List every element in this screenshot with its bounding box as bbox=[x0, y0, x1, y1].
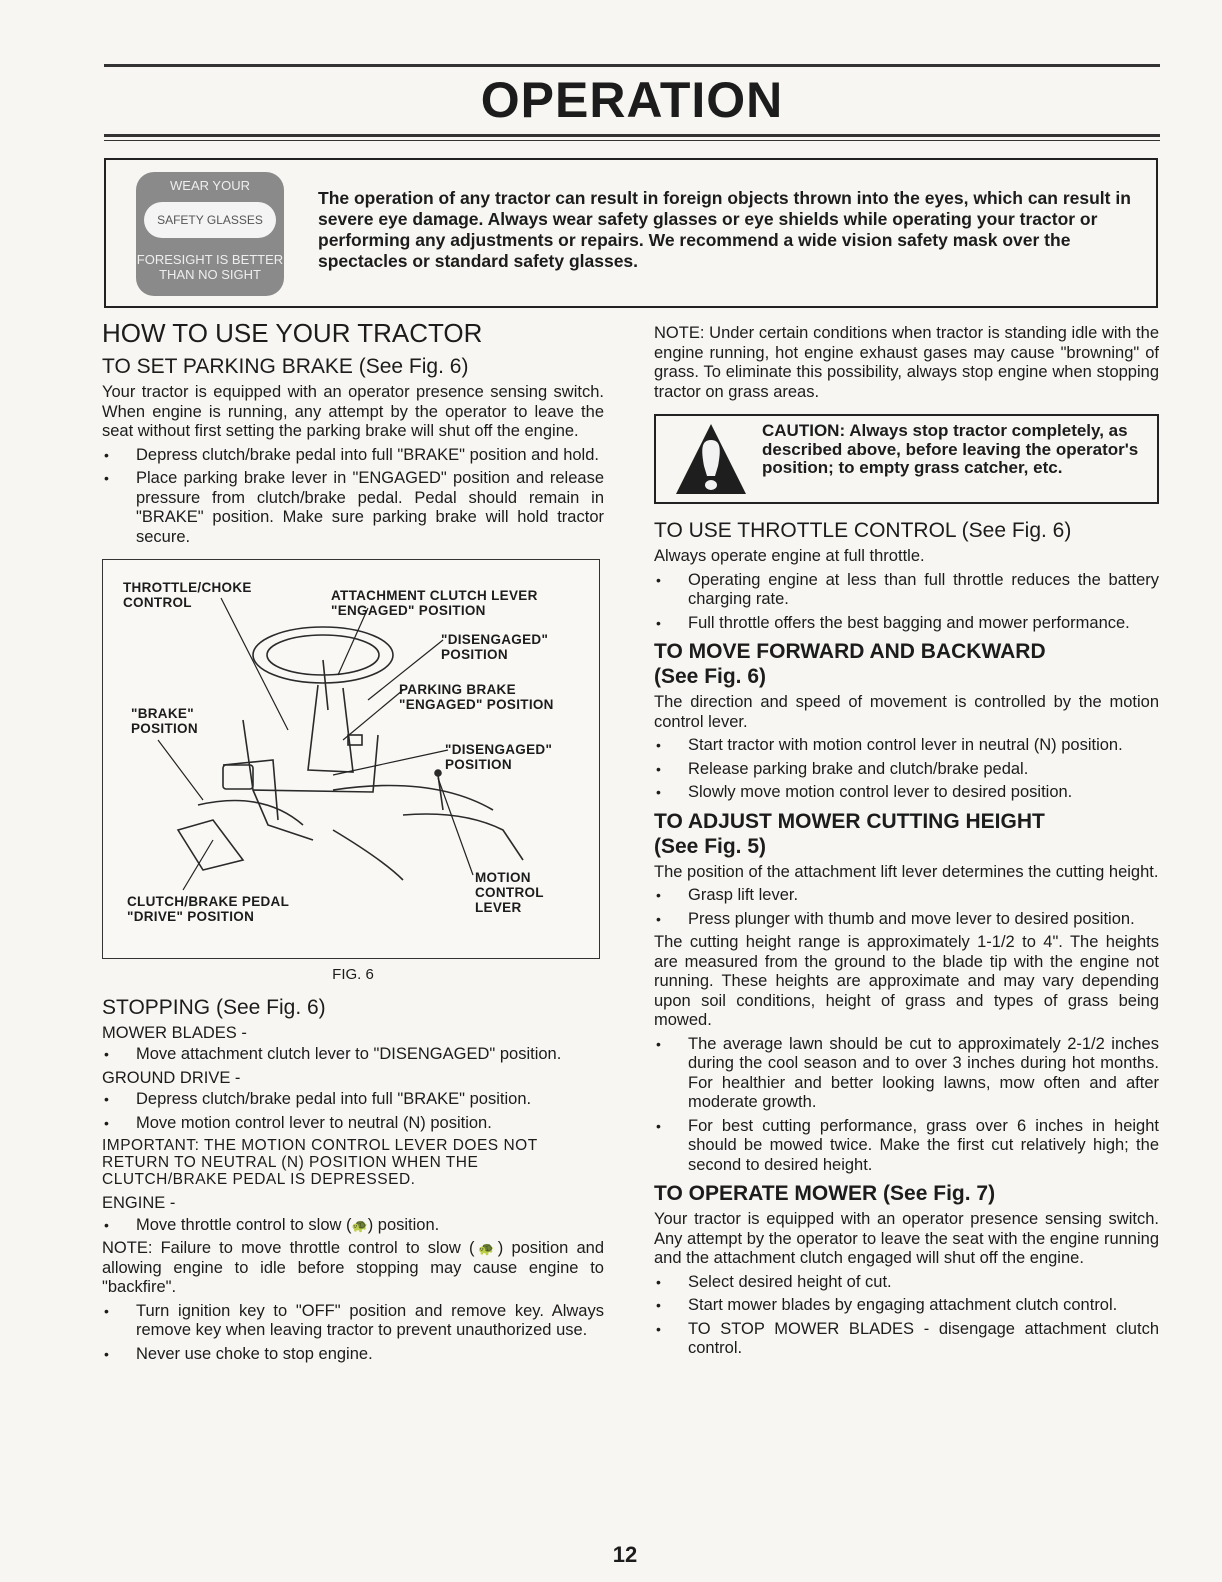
list-item: • Grasp lift lever. bbox=[654, 886, 1159, 906]
label-line: CONTROL bbox=[123, 595, 192, 610]
badge-bottom-line-2: THAN NO SIGHT bbox=[159, 267, 261, 282]
list-item: • Depress clutch/brake pedal into full "BRAKE" position. bbox=[102, 1090, 604, 1110]
list-item: • Move motion control lever to neutral (N) position. bbox=[102, 1114, 604, 1134]
safety-glasses-badge bbox=[136, 172, 284, 296]
label-line: MOTION bbox=[475, 870, 531, 885]
list-item: • Full throttle offers the best bagging and mower performance. bbox=[654, 614, 1159, 634]
throttle-intro: Always operate engine at full throttle. bbox=[654, 547, 925, 565]
label-line: ATTACHMENT CLUTCH LEVER bbox=[331, 588, 538, 603]
label-line: CONTROL bbox=[475, 885, 544, 900]
brake-position-label bbox=[131, 706, 198, 736]
parking-brake-intro: Your tractor is equipped with an operator presence sensing switch. When engine is running, any attempt by the operator to leave the seat without first setting the parking brake will shut off the engine. bbox=[102, 383, 604, 440]
badge-top-text: WEAR YOUR bbox=[170, 178, 250, 193]
label-line: POSITION bbox=[445, 757, 512, 772]
move-intro: The direction and speed of movement is controlled by the motion control lever. bbox=[654, 693, 1159, 731]
final-stop-steps bbox=[102, 1302, 604, 1365]
right-column bbox=[654, 324, 1159, 1363]
move-steps bbox=[654, 736, 1159, 803]
list-item: • For best cutting performance, grass over 6 inches in height should be mowed twice. Make the first cut relatively high; the second to desired height. bbox=[654, 1117, 1159, 1176]
title-rule bbox=[104, 134, 1160, 137]
important-note: IMPORTANT: THE MOTION CONTROL LEVER DOES NOT RETURN TO NEUTRAL (N) POSITION WHEN THE CLUTCH/BRAKE PEDAL IS DEPRESSED. bbox=[102, 1137, 538, 1188]
label-line: "DRIVE" POSITION bbox=[127, 909, 255, 924]
disengaged-lower-label bbox=[445, 742, 552, 772]
label-line: "ENGAGED" POSITION bbox=[399, 697, 554, 712]
label-line: "BRAKE" bbox=[131, 706, 194, 721]
caution-box bbox=[654, 414, 1159, 504]
parking-brake-heading: TO SET PARKING BRAKE (See Fig. 6) bbox=[102, 355, 469, 378]
label-line: PARKING BRAKE bbox=[399, 682, 516, 697]
caution-text: CAUTION: Always stop tractor completely, as described above, before leaving the operator's position; to empty grass catcher, etc. bbox=[762, 421, 1139, 477]
list-item: • Depress clutch/brake pedal into full "BRAKE" position and hold. bbox=[102, 446, 604, 466]
figure-6-caption: FIG. 6 bbox=[332, 966, 374, 983]
list-item: • Place parking brake lever in "ENGAGED" position and release pressure from clutch/brake pedal. Pedal should remain in "BRAKE" position. Make sure parking brake will hold tractor secure. bbox=[102, 469, 604, 547]
heading-line: TO MOVE FORWARD AND BACKWARD bbox=[654, 640, 1046, 663]
tortoise-icon: 🐢 bbox=[474, 1241, 498, 1256]
list-item: • Move attachment clutch lever to "DISENGAGED" position. bbox=[102, 1045, 604, 1065]
throttle-heading: TO USE THROTTLE CONTROL (See Fig. 6) bbox=[654, 519, 1072, 542]
tortoise-icon: 🐢 bbox=[351, 1217, 368, 1233]
label-line: "ENGAGED" POSITION bbox=[331, 603, 486, 618]
operate-mower-intro: Your tractor is equipped with an operator presence sensing switch. Any attempt by the operator to leave the seat with the engine running and the attachment clutch engaged will shut off the engine. bbox=[654, 1210, 1159, 1267]
motion-control-label bbox=[475, 870, 544, 915]
engine-label: ENGINE - bbox=[102, 1194, 176, 1212]
throttle-choke-label bbox=[123, 580, 252, 610]
list-item: • Slowly move motion control lever to desired position. bbox=[654, 783, 1159, 803]
stopping-heading: STOPPING (See Fig. 6) bbox=[102, 995, 326, 1019]
text-fragment: ) position. bbox=[367, 1215, 440, 1234]
exclamation-triangle-icon bbox=[674, 422, 748, 498]
label-line: THROTTLE/CHOKE bbox=[123, 580, 252, 595]
cutting-height-heading bbox=[654, 809, 1159, 859]
throttle-notes bbox=[654, 571, 1159, 634]
list-item: • Operating engine at less than full throttle reduces the battery charging rate. bbox=[654, 571, 1159, 610]
list-item: • Turn ignition key to "OFF" position and remove key. Always remove key when leaving tractor to prevent unauthorized use. bbox=[102, 1302, 604, 1341]
cutting-height-steps bbox=[654, 886, 1159, 929]
safety-glasses-warning bbox=[104, 158, 1158, 308]
list-item: • TO STOP MOWER BLADES - disengage attachment clutch control. bbox=[654, 1320, 1159, 1359]
label-line: CLUTCH/BRAKE PEDAL bbox=[127, 894, 290, 909]
engine-steps bbox=[102, 1216, 604, 1236]
warning-text: The operation of any tractor can result in foreign objects thrown into the eyes, which can result in severe eye damage. Always wear safety glasses or eye shields while operating your tractor or performing any adjustments or repairs. We recommend a wide vision safety mask over the spectacles or standard safety glasses. bbox=[318, 188, 1131, 271]
label-line: "DISENGAGED" bbox=[441, 632, 549, 647]
title-rule-thin bbox=[104, 140, 1160, 141]
list-item: • Select desired height of cut. bbox=[654, 1273, 1159, 1293]
list-item: • Start mower blades by engaging attachment clutch control. bbox=[654, 1296, 1159, 1316]
text-fragment: NOTE: Failure to move throttle control to slow ( bbox=[102, 1239, 475, 1257]
list-item: • Start tractor with motion control lever in neutral (N) position. bbox=[654, 736, 1159, 756]
ground-drive-steps bbox=[102, 1090, 604, 1133]
heading-line: (See Fig. 5) bbox=[654, 834, 767, 858]
cutting-height-tips bbox=[654, 1035, 1159, 1176]
figure-6-diagram bbox=[102, 559, 600, 959]
list-item: • The average lawn should be cut to approximately 2-1/2 inches during the cool season and to over 3 inches during hot months. For healthier and better looking lawns, mow often and after moderate growth. bbox=[654, 1035, 1159, 1113]
backfire-note bbox=[102, 1239, 604, 1298]
badge-middle-text: SAFETY GLASSES bbox=[144, 202, 276, 238]
badge-bottom-line-1: FORESIGHT IS BETTER bbox=[136, 252, 284, 267]
list-item: • Never use choke to stop engine. bbox=[102, 1345, 604, 1365]
page-number: 12 bbox=[612, 1542, 638, 1567]
label-line: "DISENGAGED" bbox=[445, 742, 553, 757]
ground-drive-label: GROUND DRIVE - bbox=[102, 1068, 241, 1087]
disengaged-upper-label bbox=[441, 632, 548, 662]
operate-mower-steps bbox=[654, 1273, 1159, 1359]
top-rule bbox=[104, 64, 1160, 67]
list-item bbox=[102, 1216, 604, 1236]
page-title: OPERATION bbox=[480, 72, 784, 128]
heading-line: (See Fig. 6) bbox=[654, 665, 767, 688]
clutch-brake-pedal-label bbox=[127, 894, 289, 924]
list-item: • Press plunger with thumb and move lever to desired position. bbox=[654, 910, 1159, 930]
browning-note: NOTE: Under certain conditions when tractor is standing idle with the engine running, hot engine exhaust gases may cause "browning" of grass. To eliminate this possibility, always stop engine when stopping tractor on grass areas. bbox=[654, 324, 1159, 401]
move-heading bbox=[654, 639, 1159, 689]
mower-blades-steps bbox=[102, 1045, 604, 1065]
list-item: • Release parking brake and clutch/brake pedal. bbox=[654, 760, 1159, 780]
attachment-clutch-label bbox=[331, 588, 538, 618]
label-line: POSITION bbox=[131, 721, 198, 736]
cutting-height-range: The cutting height range is approximately 1-1/2 to 4". The heights are measured from the ground to the blade tip with the engine not running. These heights are approximate and may vary depending upon soil conditions, height of grass and types of grass being mowed. bbox=[654, 933, 1159, 1029]
cutting-height-intro: The position of the attachment lift lever determines the cutting height. bbox=[654, 862, 1159, 881]
label-line: POSITION bbox=[441, 647, 508, 662]
text-fragment: Move throttle control to slow ( bbox=[136, 1215, 352, 1234]
heading-line: TO ADJUST MOWER CUTTING HEIGHT bbox=[654, 809, 1045, 833]
parking-brake-label bbox=[399, 682, 554, 712]
how-to-use-heading: HOW TO USE YOUR TRACTOR bbox=[102, 318, 483, 348]
parking-brake-steps bbox=[102, 446, 604, 548]
badge-bottom-text bbox=[136, 252, 284, 282]
mower-blades-label: MOWER BLADES - bbox=[102, 1023, 247, 1042]
left-column bbox=[102, 318, 604, 1368]
text-fragment: ) position and allowing engine to idle before stopping may cause engine to "backfire". bbox=[102, 1239, 605, 1296]
operate-mower-heading: TO OPERATE MOWER (See Fig. 7) bbox=[654, 1182, 996, 1205]
label-line: LEVER bbox=[475, 900, 522, 915]
